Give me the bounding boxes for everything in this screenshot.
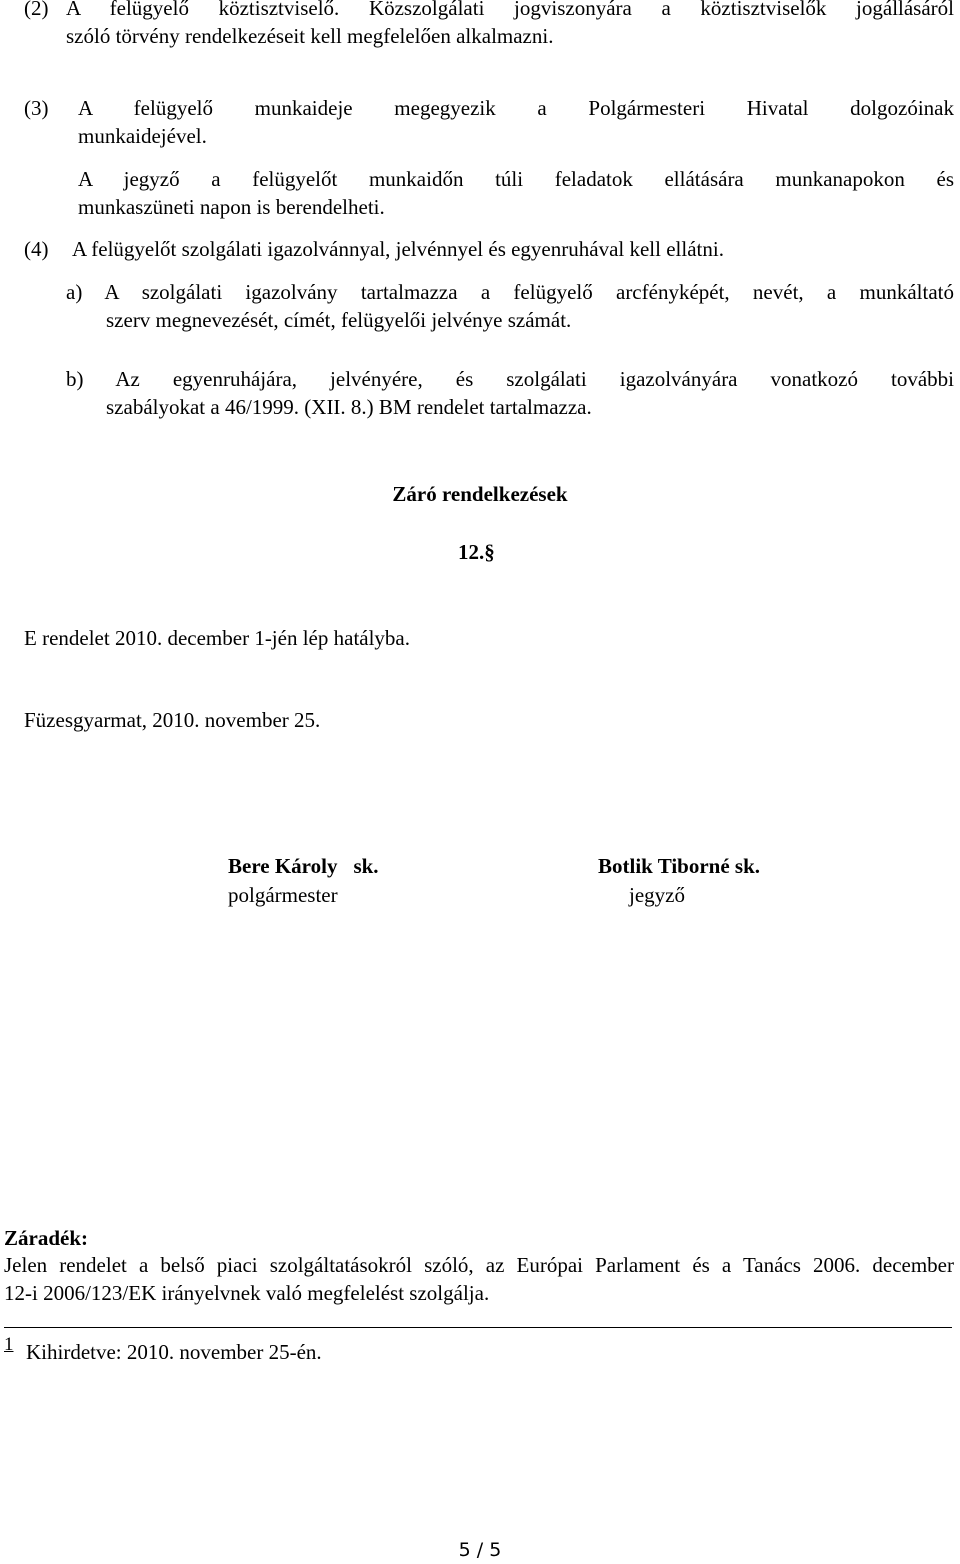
effective-date-text: E rendelet 2010. december 1-jén lép hatályba. xyxy=(24,626,410,650)
signature-1-suffix: sk. xyxy=(353,854,379,878)
paragraph-4a-line-2: szerv megnevezését, címét, felügyelői jelvénye számát. xyxy=(106,308,572,332)
clause-line-1: Jelen rendelet a belső piaci szolgáltatásokról szóló, az Európai Parlament és a Tanács 2006. december xyxy=(4,1253,954,1277)
clause-line-2: 12-i 2006/123/EK irányelvnek való megfelelést szolgálja. xyxy=(4,1281,490,1305)
section-number-value: 12. xyxy=(458,540,485,564)
paragraph-4-line-1: A felügyelőt szolgálati igazolvánnyal, jelvénnyel és egyenruhával kell ellátni. xyxy=(72,237,724,261)
section-number xyxy=(458,538,495,566)
paragraph-3-sub-line-2: munkaszüneti napon is berendelheti. xyxy=(78,195,385,219)
paragraph-2-line-2: szóló törvény rendelkezéseit kell megfelelően alkalmazni. xyxy=(66,24,554,48)
signature-1-title: polgármester xyxy=(228,883,338,907)
signature-1-name xyxy=(228,852,379,880)
clause-heading: Záradék: xyxy=(4,1226,88,1250)
paragraph-3-line-1: A felügyelő munkaideje megegyezik a Polgármesteri Hivatal dolgozóinak xyxy=(78,96,954,120)
page-number: 5 / 5 xyxy=(458,1539,502,1561)
footnote-separator xyxy=(4,1327,952,1328)
signature-1-name-text: Bere Károly xyxy=(228,854,338,878)
paragraph-4a-line-1: a) A szolgálati igazolvány tartalmazza a felügyelő arcfényképét, nevét, a munkáltató xyxy=(66,280,954,304)
paragraph-3-number: (3) xyxy=(24,96,49,120)
footnote-text: Kihirdetve: 2010. november 25-én. xyxy=(26,1340,322,1364)
paragraph-2-number: (2) xyxy=(24,0,49,20)
paragraph-4-number: (4) xyxy=(24,237,49,261)
paragraph-2-line-1: A felügyelő köztisztviselő. Közszolgálati jogviszonyára a köztisztviselők jogállásáról xyxy=(66,0,954,20)
place-and-date: Füzesgyarmat, 2010. november 25. xyxy=(24,708,321,732)
paragraph-4b-line-1: b) Az egyenruhájára, jelvényére, és szolgálati igazolványára vonatkozó további xyxy=(66,367,954,391)
signature-2-name: Botlik Tiborné sk. xyxy=(598,854,761,878)
paragraph-3-line-2: munkaidejével. xyxy=(78,124,207,148)
footnote-marker: 1 xyxy=(4,1334,14,1355)
section-symbol: § xyxy=(484,540,495,564)
section-title: Záró rendelkezések xyxy=(392,482,568,506)
signature-2-title: jegyző xyxy=(629,883,685,907)
paragraph-3-sub-line-1: A jegyző a felügyelőt munkaidőn túli feladatok ellátására munkanapokon és xyxy=(78,167,954,191)
paragraph-4b-line-2: szabályokat a 46/1999. (XII. 8.) BM rendelet tartalmazza. xyxy=(106,395,592,419)
